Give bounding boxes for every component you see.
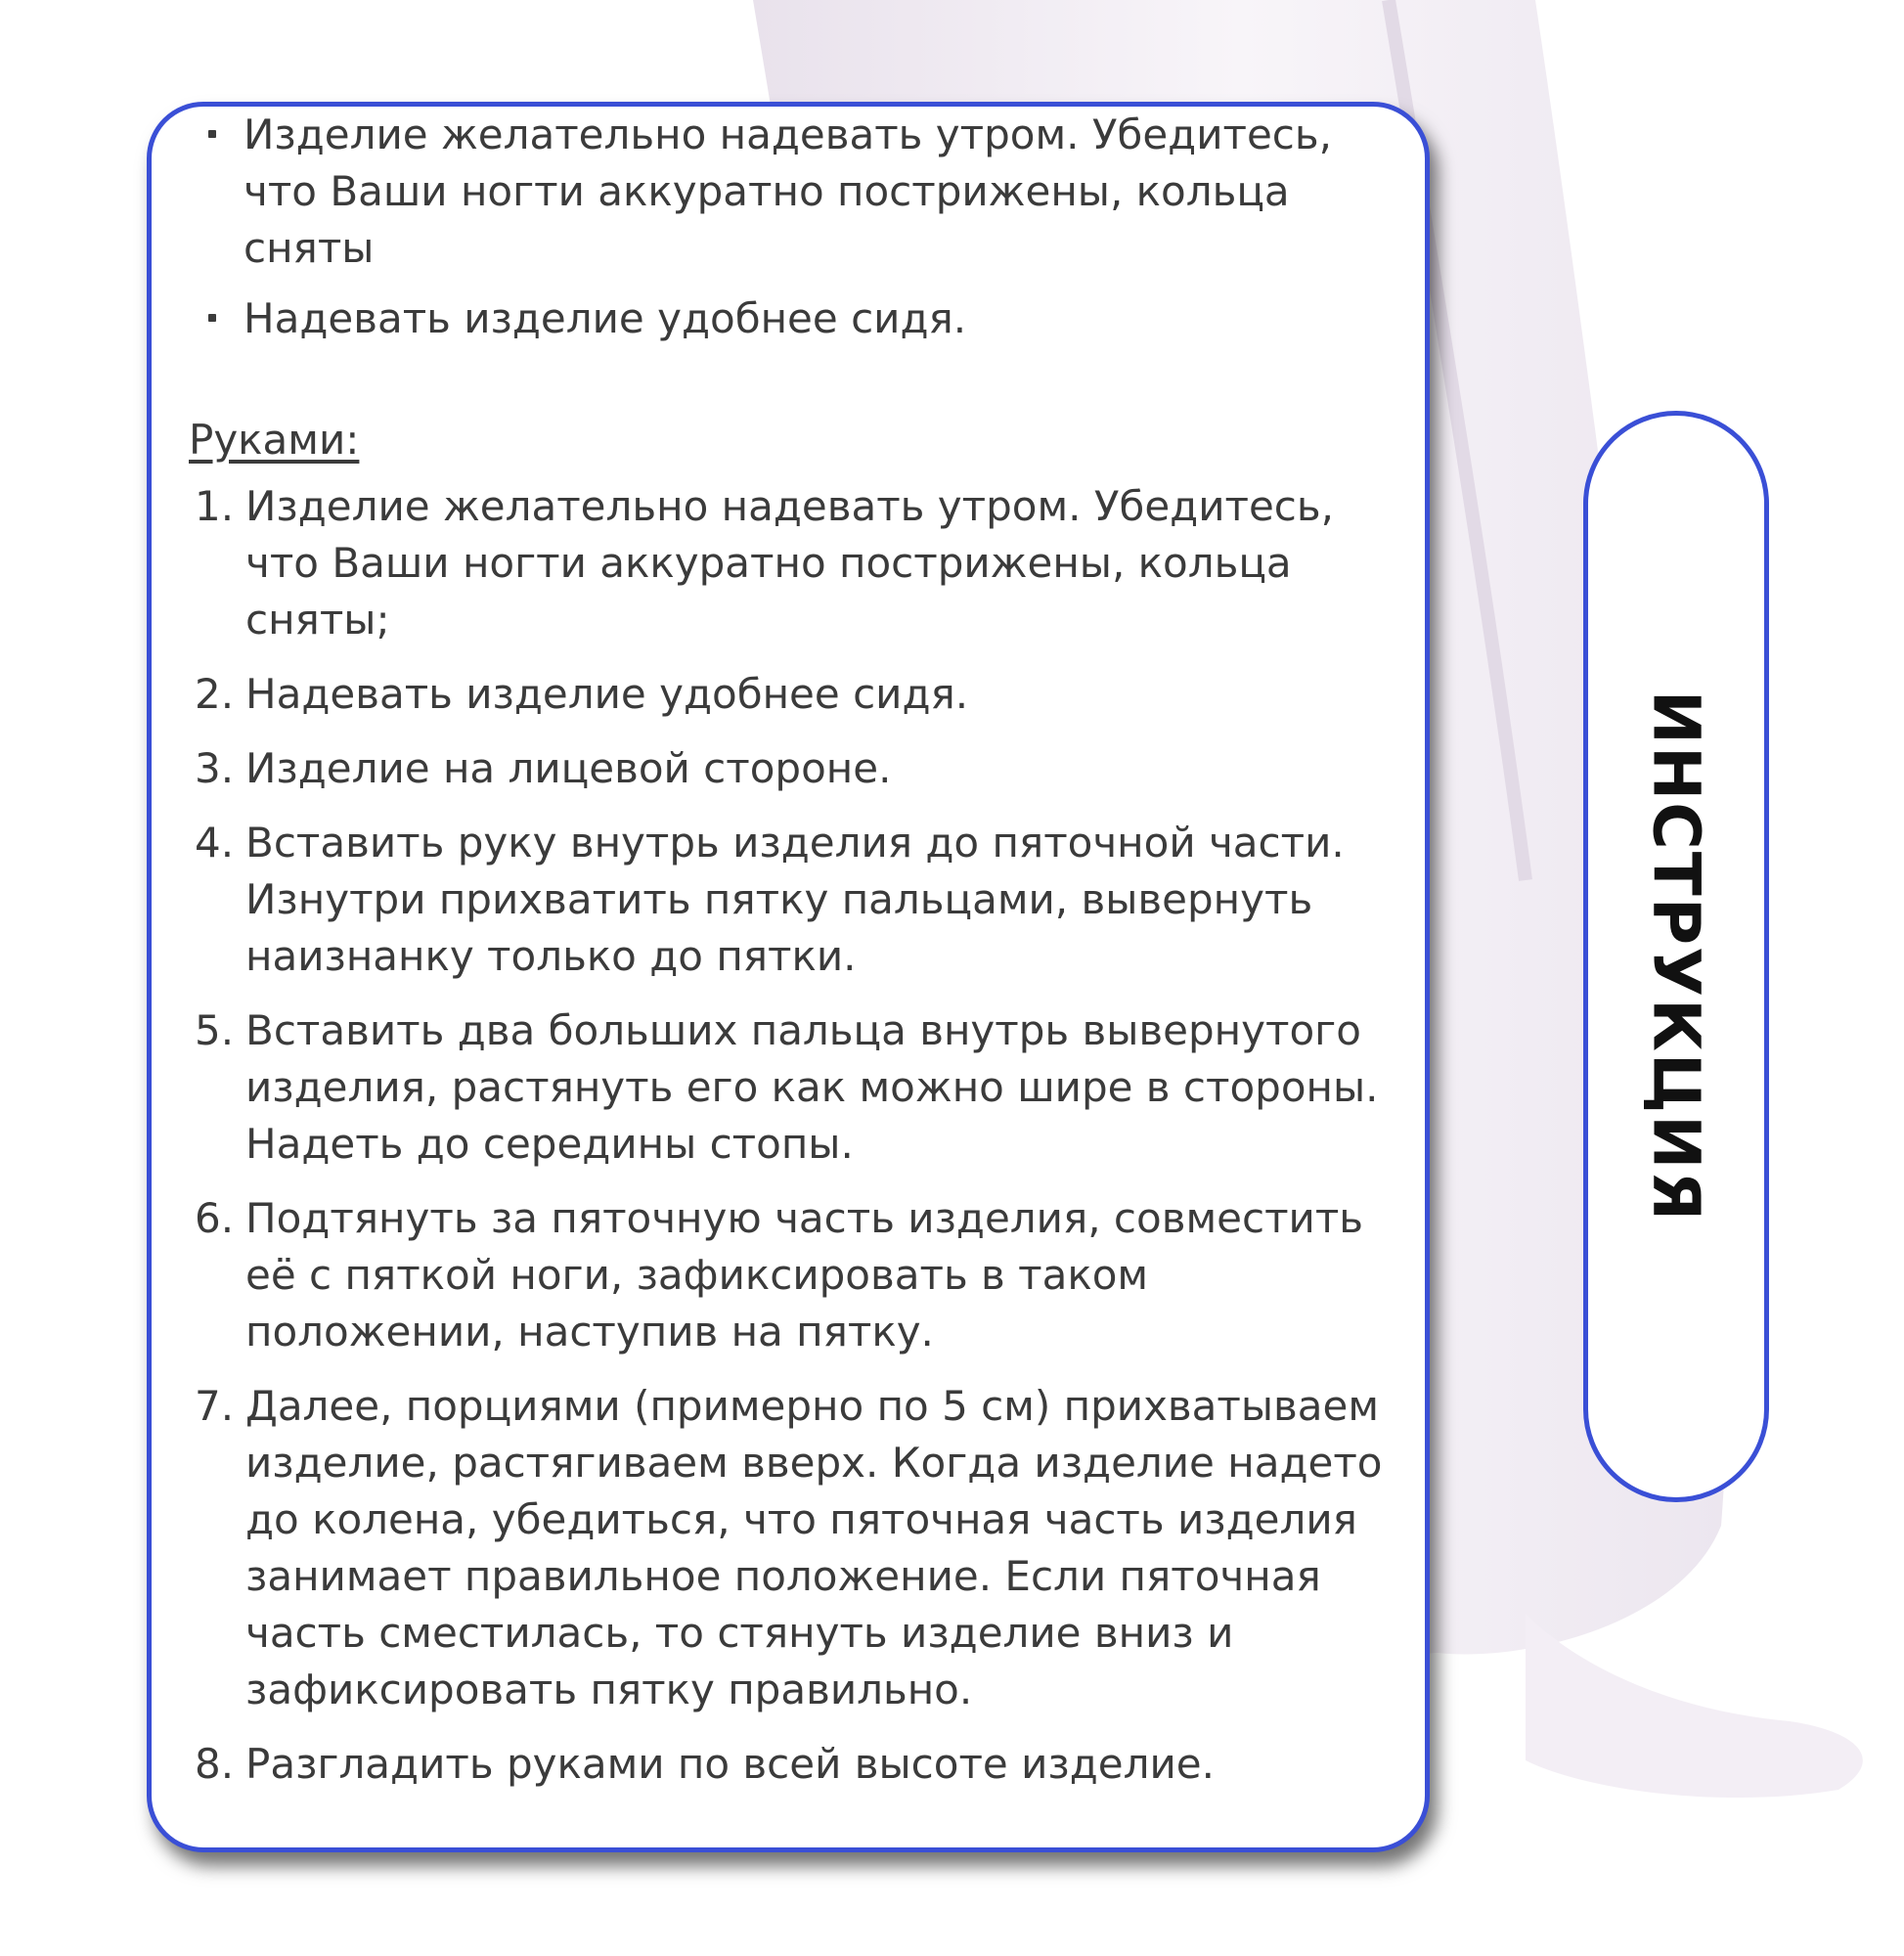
- steps-list: [189, 478, 1415, 1793]
- step-number: 2.: [195, 670, 235, 718]
- step-text: Изделие желательно надевать утром. Убедитесь, что Ваши ногти аккуратно пострижены, кольца сняты;: [245, 482, 1334, 644]
- step-1: [189, 478, 1415, 648]
- step-text: Вставить руку внутрь изделия до пяточной части. Изнутри прихватить пятку пальцами, вывернуть наизнанку только до пятки.: [245, 819, 1345, 980]
- step-text: Вставить два больших пальца внутрь вывернутого изделия, растянуть его как можно шире в стороны. Надеть до середины стопы.: [245, 1006, 1379, 1168]
- step-text: Далее, порциями (примерно по 5 см) прихватываем изделие, растягиваем вверх. Когда изделие надето до колена, убедиться, что пяточная часть изделия занимает правильное положение. Если пяточная часть сместилась, то стянуть изделие вниз и зафиксировать пятку правильно.: [245, 1382, 1383, 1713]
- step-number: 4.: [195, 819, 235, 867]
- step-text: Подтянуть за пяточную часть изделия, совместить её с пяткой ноги, зафиксировать в таком положении, наступив на пятку.: [245, 1194, 1364, 1356]
- intro-bullet-1: Изделие желательно надевать утром. Убедитесь, что Ваши ногти аккуратно пострижены, кольца сняты: [189, 107, 1415, 277]
- step-number: 5.: [195, 1006, 235, 1054]
- intro-bullet-list: [189, 107, 1415, 347]
- step-2: [189, 666, 1415, 723]
- instruction-card: [147, 102, 1430, 1852]
- step-7: [189, 1378, 1415, 1718]
- step-5: [189, 1002, 1415, 1173]
- intro-bullet-2: Надевать изделие удобнее сидя.: [189, 290, 1415, 347]
- side-tag-label: ИНСТРУКЦИЯ: [1638, 689, 1714, 1223]
- step-3: [189, 740, 1415, 797]
- step-number: 7.: [195, 1382, 235, 1430]
- step-6: [189, 1190, 1415, 1360]
- step-number: 8.: [195, 1740, 235, 1788]
- step-8: [189, 1736, 1415, 1793]
- step-number: 6.: [195, 1194, 235, 1242]
- section-title: Руками:: [189, 416, 360, 464]
- step-text: Разгладить руками по всей высоте изделие.: [245, 1740, 1215, 1788]
- step-text: Изделие на лицевой стороне.: [245, 744, 892, 792]
- instruction-text: [189, 107, 1415, 1810]
- step-text: Надевать изделие удобнее сидя.: [245, 670, 969, 718]
- step-number: 3.: [195, 744, 235, 792]
- side-tag: [1583, 411, 1769, 1502]
- step-4: [189, 815, 1415, 985]
- step-number: 1.: [195, 482, 235, 530]
